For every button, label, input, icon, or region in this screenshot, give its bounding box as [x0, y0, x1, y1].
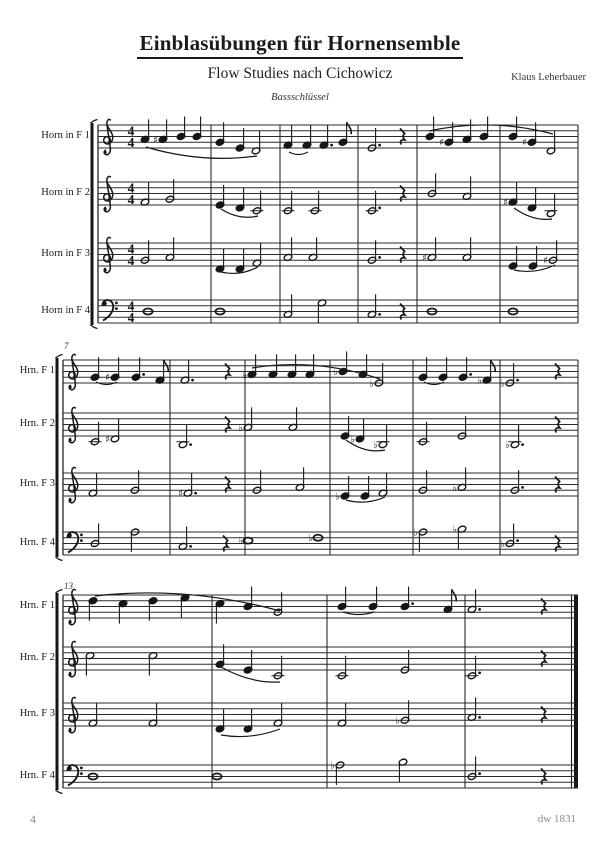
note — [305, 354, 314, 378]
page-title — [0, 31, 600, 59]
note — [89, 422, 102, 446]
staff-label-horn4: Horn in F 4 — [41, 305, 90, 316]
note — [398, 758, 407, 782]
note — [243, 650, 252, 674]
note — [422, 237, 437, 263]
note — [462, 237, 471, 261]
sharp-icon: ♯ — [439, 137, 445, 149]
note — [337, 587, 346, 611]
note — [178, 526, 192, 550]
flat-icon: ♭ — [330, 760, 335, 772]
note — [252, 243, 261, 267]
time-signature: 4 — [127, 252, 135, 268]
note — [543, 240, 558, 266]
staff-label-horn1: Horn in F 1 — [41, 130, 90, 141]
flat-icon: ♭ — [477, 375, 482, 387]
note — [500, 363, 519, 389]
note — [295, 467, 304, 491]
note — [438, 357, 447, 381]
note — [527, 188, 536, 212]
note — [90, 357, 99, 381]
note — [235, 128, 244, 152]
note — [118, 600, 127, 624]
flat-icon: ♭ — [369, 378, 374, 390]
note — [268, 354, 277, 378]
staff — [63, 697, 578, 736]
note — [302, 125, 311, 149]
note — [452, 525, 466, 550]
note — [308, 237, 317, 261]
note — [337, 703, 346, 727]
note — [479, 117, 488, 141]
flat-icon: ♭ — [500, 538, 505, 550]
note — [309, 191, 322, 215]
time-signature: 4 — [127, 180, 135, 196]
system-bracket — [91, 123, 94, 325]
note — [417, 422, 430, 446]
note — [413, 527, 427, 552]
note — [176, 117, 185, 141]
note — [503, 182, 518, 208]
note — [373, 425, 389, 451]
note — [148, 597, 157, 621]
staff-label-hrn1-sys2: Hrn. F 1 — [19, 365, 55, 376]
note — [288, 407, 297, 431]
measure-number-7: 7 — [64, 341, 69, 351]
note — [360, 476, 369, 500]
staff — [98, 294, 578, 325]
sharp-icon: ♯ — [503, 197, 509, 209]
sharp-icon: ♯ — [105, 434, 111, 446]
note — [215, 249, 224, 273]
flat-icon: ♭ — [242, 369, 247, 381]
flat-icon: ♭ — [238, 422, 243, 434]
flat-icon: ♭ — [238, 536, 243, 548]
note — [508, 246, 517, 270]
note — [462, 119, 471, 143]
note — [272, 656, 285, 680]
note — [148, 652, 157, 676]
note — [282, 191, 295, 215]
sharp-icon: ♯ — [522, 137, 528, 149]
note — [283, 125, 292, 149]
sharp-icon: ♯ — [543, 255, 549, 267]
staff-label-hrn1-sys3: Hrn. F 1 — [19, 600, 55, 611]
note — [215, 185, 224, 209]
plate-number: dw 1831 — [537, 813, 576, 825]
note — [466, 656, 482, 680]
system — [56, 587, 579, 794]
staff — [63, 641, 578, 682]
staff — [63, 587, 578, 625]
note — [522, 122, 537, 148]
note — [140, 182, 149, 206]
flat-icon: ♭ — [373, 440, 378, 452]
sharp-icon: ♯ — [153, 134, 159, 146]
staff — [63, 467, 578, 502]
note — [467, 589, 481, 613]
note — [335, 476, 349, 502]
note — [330, 760, 344, 785]
note — [105, 357, 120, 383]
note — [243, 709, 252, 733]
note — [88, 703, 97, 727]
staff-label-hrn4-sys2: Hrn. F 4 — [19, 537, 55, 548]
note — [319, 125, 333, 149]
page-number: 4 — [30, 812, 36, 826]
flat-icon: ♭ — [395, 715, 400, 727]
staff — [63, 352, 578, 390]
note — [546, 131, 555, 155]
note — [439, 122, 454, 148]
note — [215, 122, 224, 146]
note — [215, 709, 224, 733]
staff-label-hrn3-sys3: Hrn. F 3 — [19, 708, 55, 719]
note — [308, 533, 322, 544]
note — [148, 703, 157, 727]
note — [283, 294, 292, 318]
flat-icon: ♭ — [452, 524, 457, 536]
note — [105, 419, 120, 445]
note — [215, 600, 224, 624]
time-signature: 4 — [127, 123, 135, 139]
note — [350, 419, 364, 445]
note — [545, 194, 558, 218]
staff-label-hrn2-sys3: Hrn. F 2 — [19, 652, 55, 663]
page-title-text: Einblasübungen für Hornensemble — [137, 31, 464, 59]
sharp-icon: ♯ — [422, 252, 428, 264]
note — [180, 594, 189, 618]
staff — [98, 237, 578, 273]
staff — [98, 174, 578, 220]
note — [155, 360, 168, 384]
note — [317, 299, 326, 323]
measure-number-13: 13 — [64, 581, 73, 591]
note — [283, 237, 292, 261]
slur — [429, 125, 553, 134]
flat-icon: ♭ — [308, 533, 313, 545]
note — [235, 249, 244, 273]
note — [243, 587, 252, 611]
note — [508, 117, 517, 141]
flat-icon: ♭ — [335, 491, 340, 503]
sharp-icon: ♯ — [105, 372, 111, 384]
note — [425, 117, 434, 141]
final-barline — [574, 595, 578, 788]
staff — [98, 117, 578, 159]
time-signature: 4 — [127, 309, 135, 325]
flat-icon: ♭ — [413, 527, 418, 539]
sharp-icon: ♯ — [178, 488, 184, 500]
note — [180, 360, 194, 384]
flat-icon: ♭ — [333, 366, 338, 378]
note — [153, 119, 168, 145]
note — [333, 352, 347, 378]
note — [340, 416, 349, 440]
composer-name: Klaus Leherbauer — [511, 72, 586, 83]
note — [287, 354, 296, 378]
time-signature: 4 — [127, 134, 135, 150]
note — [395, 700, 409, 726]
system-bracket — [56, 593, 59, 790]
note — [443, 589, 456, 613]
flat-icon: ♭ — [452, 482, 457, 494]
note — [452, 467, 466, 493]
system — [56, 352, 579, 561]
flat-icon: ♭ — [350, 434, 355, 446]
staff-label-hrn4-sys3: Hrn. F 4 — [19, 770, 55, 781]
note — [366, 191, 382, 215]
staff — [63, 407, 578, 451]
note — [165, 237, 174, 261]
note — [378, 473, 387, 497]
flat-icon: ♭ — [500, 378, 505, 390]
note — [368, 587, 377, 611]
note — [177, 425, 193, 449]
note — [505, 425, 524, 451]
note — [251, 131, 260, 155]
system — [91, 117, 579, 329]
section-instruction: Bassschlüssel — [271, 92, 329, 103]
staff — [63, 524, 578, 556]
note — [88, 473, 97, 497]
staff-label-horn3: Horn in F 3 — [41, 248, 90, 259]
time-signature: 4 — [127, 298, 135, 314]
staff-label-hrn3-sys2: Hrn. F 3 — [19, 478, 55, 489]
note — [85, 652, 94, 676]
note — [215, 644, 224, 668]
note — [528, 246, 537, 270]
note — [88, 597, 97, 621]
note — [418, 357, 427, 381]
system-bracket — [56, 358, 59, 557]
time-signature: 4 — [127, 191, 135, 207]
note — [235, 188, 244, 212]
slur — [289, 152, 308, 155]
subtitle: Flow Studies nach Cichowicz — [207, 65, 393, 82]
note — [467, 697, 481, 721]
note — [273, 703, 282, 727]
note — [140, 119, 149, 143]
time-signature: 4 — [127, 241, 135, 257]
note — [462, 176, 471, 200]
note — [336, 656, 349, 680]
note — [367, 294, 381, 318]
staff-label-hrn2-sys2: Hrn. F 2 — [19, 418, 55, 429]
staff-label-horn2: Horn in F 2 — [41, 187, 90, 198]
flat-icon: ♭ — [505, 440, 510, 452]
note — [251, 191, 264, 215]
staff — [63, 757, 578, 789]
note — [500, 524, 519, 550]
note — [192, 117, 201, 141]
